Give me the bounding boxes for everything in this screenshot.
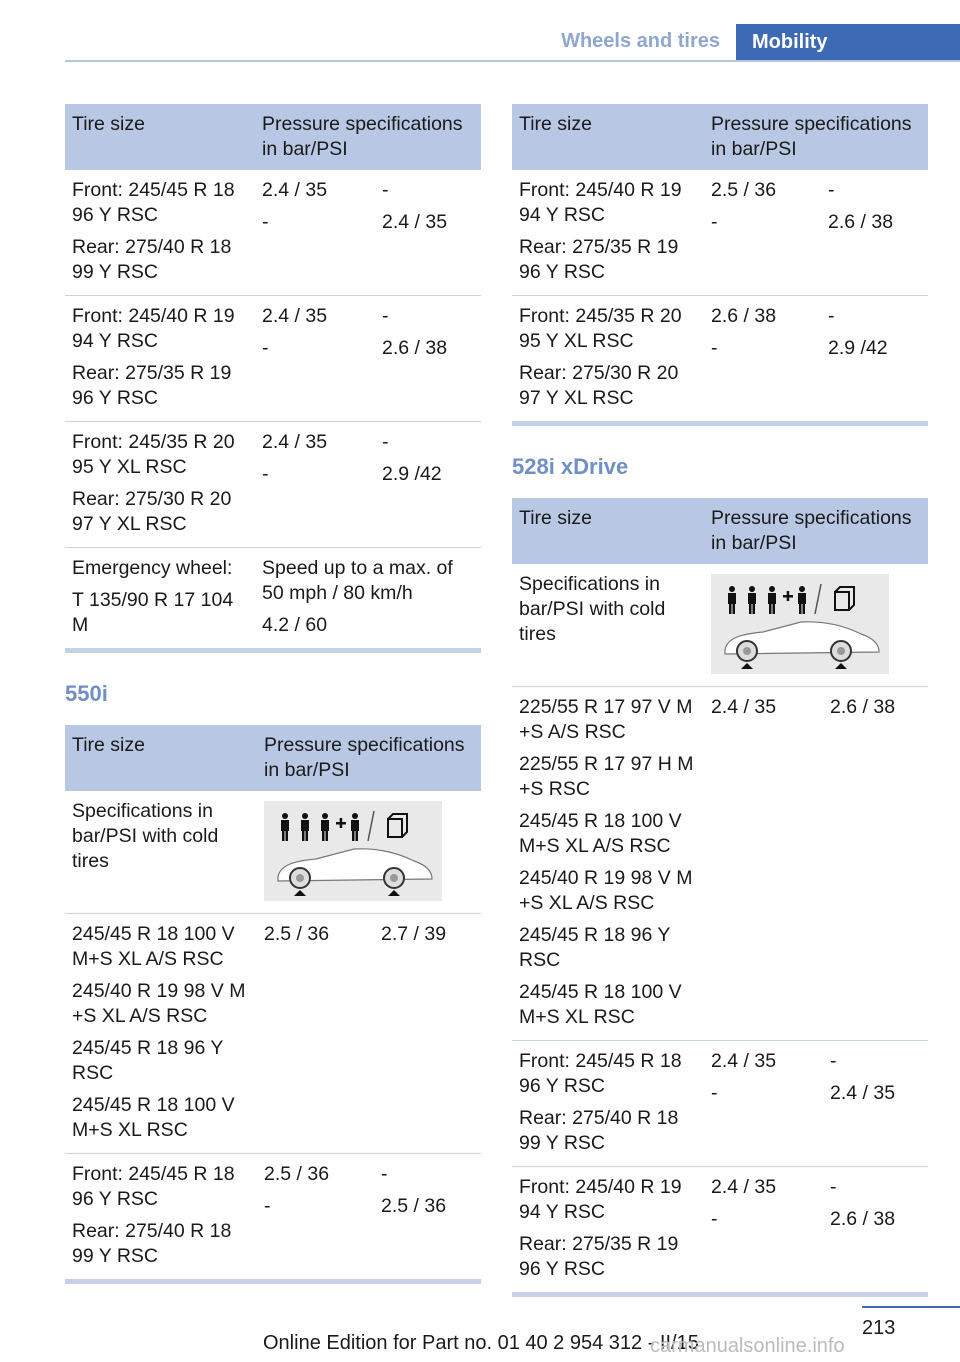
tire-size: Rear: 275/35 R 19 96 Y RSC — [519, 1233, 679, 1280]
pressure-value: - — [382, 431, 389, 453]
pressure-value: - — [381, 1163, 388, 1185]
tire-size: Rear: 275/30 R 20 97 Y XL RSC — [519, 362, 679, 409]
page-number: 213 — [862, 1317, 896, 1339]
tire-pressure-table-550i — [65, 725, 481, 1284]
table-row — [512, 296, 928, 424]
table-row — [512, 1167, 928, 1295]
tire-size: Rear: 275/35 R 19 96 Y RSC — [519, 236, 679, 283]
header-section-title: Wheels and tires — [561, 30, 720, 52]
pressure-value: 2.4 / 35 — [711, 1050, 777, 1072]
pressure-value: - — [711, 337, 718, 359]
car-side-icon — [278, 849, 432, 896]
tire-pressure-table-528i — [512, 498, 928, 1297]
pressure-value: - — [262, 337, 269, 359]
passengers-luggage-icon — [728, 584, 854, 614]
table-row — [65, 914, 481, 1154]
pressure-value: 2.6 / 38 — [830, 1208, 896, 1230]
table-row-spec-label — [512, 564, 928, 687]
header-tire-size: Tire size — [512, 498, 704, 564]
tire-size: 225/55 R 17 97 H M +S RSC — [519, 753, 694, 800]
pressure-value: 2.7 / 39 — [381, 923, 447, 945]
pressure-value: 2.6 / 38 — [828, 211, 894, 233]
pressure-value: - — [382, 179, 389, 201]
pressure-value: 2.4 / 35 — [382, 211, 448, 233]
tire-size: Rear: 275/40 R 18 99 Y RSC — [72, 1220, 232, 1267]
section-title-528i-xdrive: 528i xDrive — [512, 454, 629, 479]
tire-size: Front: 245/40 R 19 94 Y RSC — [519, 1176, 682, 1223]
tire-size: 245/45 R 18 100 V M+S XL A/S RSC — [519, 810, 682, 857]
pressure-value: 2.5 / 36 — [264, 923, 330, 945]
header-rule — [65, 60, 960, 62]
tire-size: 245/45 R 18 96 Y RSC — [519, 924, 671, 971]
pressure-value: 2.4 / 35 — [711, 1176, 777, 1198]
pressure-value: - — [711, 211, 718, 233]
pressure-value: 2.6 / 38 — [830, 696, 896, 718]
tire-size: 245/45 R 18 100 V M+S XL A/S RSC — [72, 923, 235, 970]
tire-size: 245/40 R 19 98 V M +S XL A/S RSC — [72, 980, 246, 1027]
pressure-value: - — [711, 1208, 718, 1230]
header-pressure-spec: Pressure specifications in bar/PSI — [704, 104, 928, 170]
left-column — [65, 104, 481, 1284]
tire-size: T 135/90 R 17 104 M — [72, 589, 234, 636]
pressure-value: - — [262, 463, 269, 485]
pressure-value: - — [711, 1082, 718, 1104]
pressure-value: 2.6 / 38 — [711, 305, 777, 327]
tire-size: Rear: 275/30 R 20 97 Y XL RSC — [72, 488, 232, 535]
pressure-value: - — [830, 1050, 837, 1072]
tire-size: Front: 245/40 R 19 94 Y RSC — [519, 179, 682, 226]
pressure-value: 2.4 / 35 — [830, 1082, 896, 1104]
table-row-spec-label — [65, 791, 481, 914]
tire-size: 245/40 R 19 98 V M +S XL A/S RSC — [519, 867, 693, 914]
table-row — [512, 1041, 928, 1167]
table-row — [512, 687, 928, 1041]
tire-size: Rear: 275/40 R 18 99 Y RSC — [72, 236, 232, 283]
pressure-value: 2.5 / 36 — [264, 1163, 330, 1185]
pressure-value: 2.6 / 38 — [382, 337, 448, 359]
pressure-value: - — [828, 305, 835, 327]
header-pressure-spec: Pressure specifications in bar/PSI — [255, 104, 481, 170]
cold-tire-spec-label: Specifications in bar/PSI with cold tires — [519, 573, 666, 645]
header-tire-size: Tire size — [65, 725, 257, 791]
tire-size: Rear: 275/40 R 18 99 Y RSC — [519, 1107, 679, 1154]
pressure-value: 2.9 /42 — [382, 463, 442, 485]
tire-size: Front: 245/35 R 20 95 Y XL RSC — [72, 431, 235, 478]
tire-size: Front: 245/45 R 18 96 Y RSC — [72, 179, 235, 226]
cold-tire-spec-label: Specifications in bar/PSI with cold tires — [72, 800, 219, 872]
header-tire-size: Tire size — [65, 104, 255, 170]
pressure-value: - — [828, 179, 835, 201]
pressure-value: - — [262, 211, 269, 233]
table-row-emergency — [65, 548, 481, 651]
table-row — [65, 422, 481, 548]
tire-size: Front: 245/35 R 20 95 Y XL RSC — [519, 305, 682, 352]
tire-size: 245/45 R 18 96 Y RSC — [72, 1037, 224, 1084]
table-row — [65, 1154, 481, 1282]
tire-pressure-table-2 — [512, 104, 928, 426]
pressure-value: 2.5 / 36 — [381, 1195, 447, 1217]
tire-size: Front: 245/45 R 18 96 Y RSC — [72, 1163, 235, 1210]
load-illustration — [264, 801, 442, 901]
tire-size: Rear: 275/35 R 19 96 Y RSC — [72, 362, 232, 409]
pressure-value: 2.4 / 35 — [262, 179, 328, 201]
pressure-value: 2.9 /42 — [828, 337, 888, 359]
edition-note: Online Edition for Part no. 01 40 2 954 312 - II/15 — [263, 1332, 699, 1354]
pressure-value: - — [382, 305, 389, 327]
right-column — [512, 104, 928, 1297]
tire-size: 245/45 R 18 100 V M+S XL RSC — [72, 1094, 235, 1141]
tire-pressure-table-1 — [65, 104, 481, 653]
pressure-value: 2.4 / 35 — [262, 305, 328, 327]
footer-rule — [862, 1306, 960, 1308]
table-row — [65, 170, 481, 296]
tire-size: Front: 245/45 R 18 96 Y RSC — [519, 1050, 682, 1097]
page-header — [0, 0, 960, 62]
tire-size: 225/55 R 17 97 V M +S A/S RSC — [519, 696, 693, 743]
pressure-value: 2.5 / 36 — [711, 179, 777, 201]
table-row — [512, 170, 928, 296]
header-tire-size: Tire size — [512, 104, 704, 170]
pressure-value: - — [264, 1195, 271, 1217]
emergency-label: Emergency wheel: — [72, 557, 233, 579]
speed-limit-note: Speed up to a max. of 50 mph / 80 km/h — [262, 557, 453, 604]
car-side-icon — [725, 622, 879, 669]
tire-size: 245/45 R 18 100 V M+S XL RSC — [519, 981, 682, 1028]
table-row — [65, 296, 481, 422]
pressure-value: 2.4 / 35 — [262, 431, 328, 453]
pressure-value: 4.2 / 60 — [262, 614, 328, 636]
pressure-value: - — [830, 1176, 837, 1198]
header-pressure-spec: Pressure specifications in bar/PSI — [704, 498, 928, 564]
load-illustration — [711, 574, 889, 674]
passengers-luggage-icon — [281, 811, 407, 841]
pressure-value: 2.4 / 35 — [711, 696, 777, 718]
watermark: carmanualsonline.info — [650, 1335, 845, 1357]
header-pressure-spec: Pressure specifications in bar/PSI — [257, 725, 481, 791]
tire-size: Front: 245/40 R 19 94 Y RSC — [72, 305, 235, 352]
header-chapter-tab[interactable]: Mobility — [736, 24, 960, 62]
section-title-550i: 550i — [65, 681, 108, 706]
